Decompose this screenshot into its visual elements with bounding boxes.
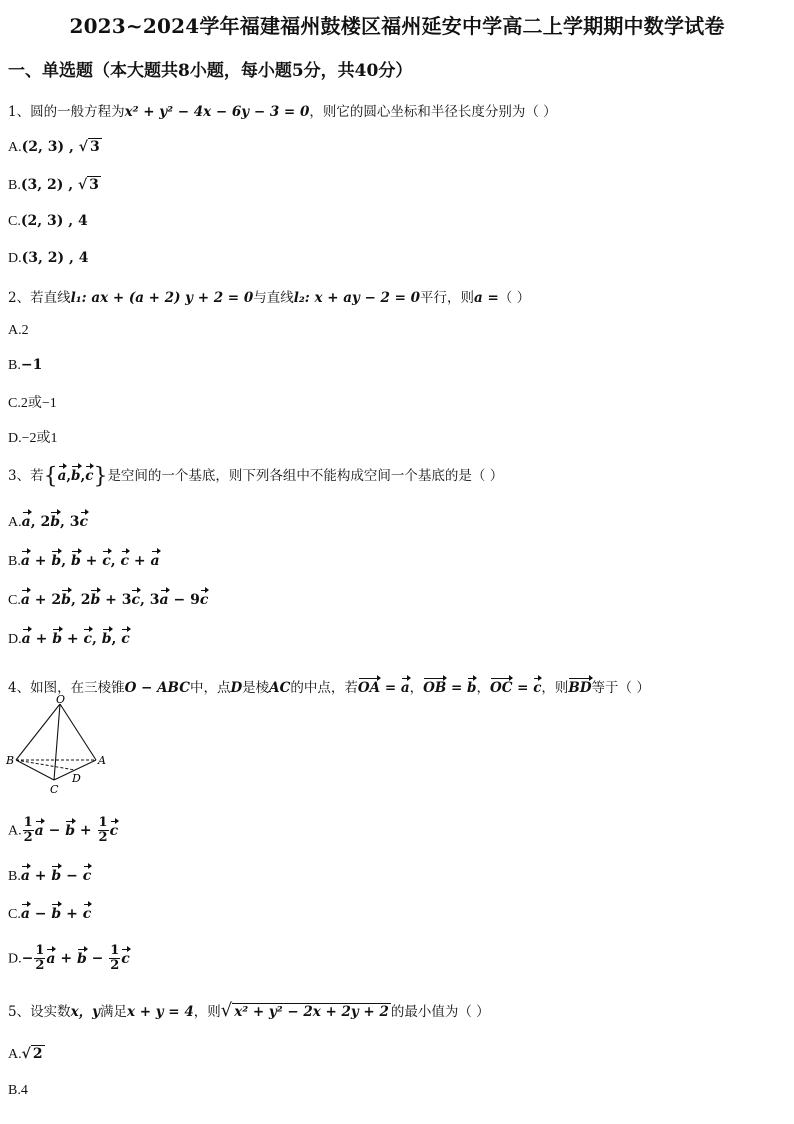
q3-option-a[interactable]: A.a, 2b, 3c — [8, 514, 89, 530]
q1-option-d[interactable]: D.(3, 2) , 4 — [8, 250, 89, 266]
q2-line-1: l₁: ax + (a + 2) y + 2 = 0 — [70, 290, 254, 306]
section-heading: 一、单选题（本大题共8小题，每小题5分，共40分） — [8, 61, 413, 81]
figure-label-o: O — [56, 694, 66, 706]
q4-option-c[interactable]: C.a − b + c — [8, 906, 92, 922]
q1-option-b[interactable]: B.(3, 2) , √ 3 — [8, 177, 99, 193]
q5-option-a[interactable]: A.√ 2 — [8, 1046, 43, 1062]
q1-text-post: ，则它的圆心坐标和半径长度分别为（ ） — [309, 104, 557, 120]
pyramid-figure — [4, 694, 116, 798]
figure-label-d: D — [72, 772, 81, 785]
question-5: 5、设实数x，y满足x + y = 4，则√ x² + y² − 2x + 2y + 2 的最小值为（ ） — [8, 1000, 490, 1021]
q2-line-2: l₂: x + ay − 2 = 0 — [293, 290, 421, 306]
q5-radicand: x² + y² − 2x + 2y + 2 — [234, 1004, 389, 1020]
q4-option-b[interactable]: B.a + b − c — [8, 868, 92, 884]
q2-option-b[interactable]: B.−1 — [8, 357, 43, 373]
question-1 — [8, 100, 557, 120]
q1-text-pre: 1、圆的一般方程为 — [8, 104, 125, 120]
q3-option-c[interactable]: C.a + 2b, 2b + 3c, 3a − 9c — [8, 592, 209, 608]
q2-option-c[interactable]: C.2或−1 — [8, 396, 57, 411]
q1-equation: x² + y² − 4x − 6y − 3 = 0 — [124, 104, 310, 120]
question-2: 2、若直线l₁: ax + (a + 2) y + 2 = 0与直线l₂: x + ay − 2 = 0平行，则a =（ ） — [8, 290, 531, 306]
q4-option-a[interactable]: A. $\frac{1}{2}$ a − b + $\frac{1}{2}$ c — [8, 815, 119, 845]
page-title: 2023~2024学年福建福州鼓楼区福州延安中学高二上学期期中数学试卷 — [69, 14, 725, 38]
q3-option-b[interactable]: B.a + b, b + c, c + a — [8, 553, 160, 569]
q3-option-d[interactable]: D.a + b + c, b, c — [8, 631, 130, 647]
q2-option-a[interactable]: A.2 — [8, 323, 29, 338]
q4-option-d[interactable]: D.− $\frac{1}{2}$ a + b − $\frac{1}{2}$ c — [8, 943, 130, 973]
question-3: 3、若{a,b,c}是空间的一个基底，则下列各组中不能构成空间一个基底的是（ ） — [8, 464, 504, 489]
q1-option-a[interactable]: A.(2, 3) , √ 3 — [8, 139, 100, 155]
q5-option-b[interactable]: B.4 — [8, 1083, 28, 1098]
figure-label-c: C — [50, 783, 59, 796]
figure-label-b: B — [6, 754, 15, 767]
q1-option-c[interactable]: C.(2, 3) , 4 — [8, 213, 88, 229]
q2-option-d[interactable]: D.−2或1 — [8, 431, 58, 446]
figure-label-a: A — [98, 754, 106, 767]
question-4: 4、如图，在三棱锥O − ABC中，点D是棱AC的中点，若OA = a，OB = b，OC = c，则BD等于（ ） — [8, 680, 650, 696]
